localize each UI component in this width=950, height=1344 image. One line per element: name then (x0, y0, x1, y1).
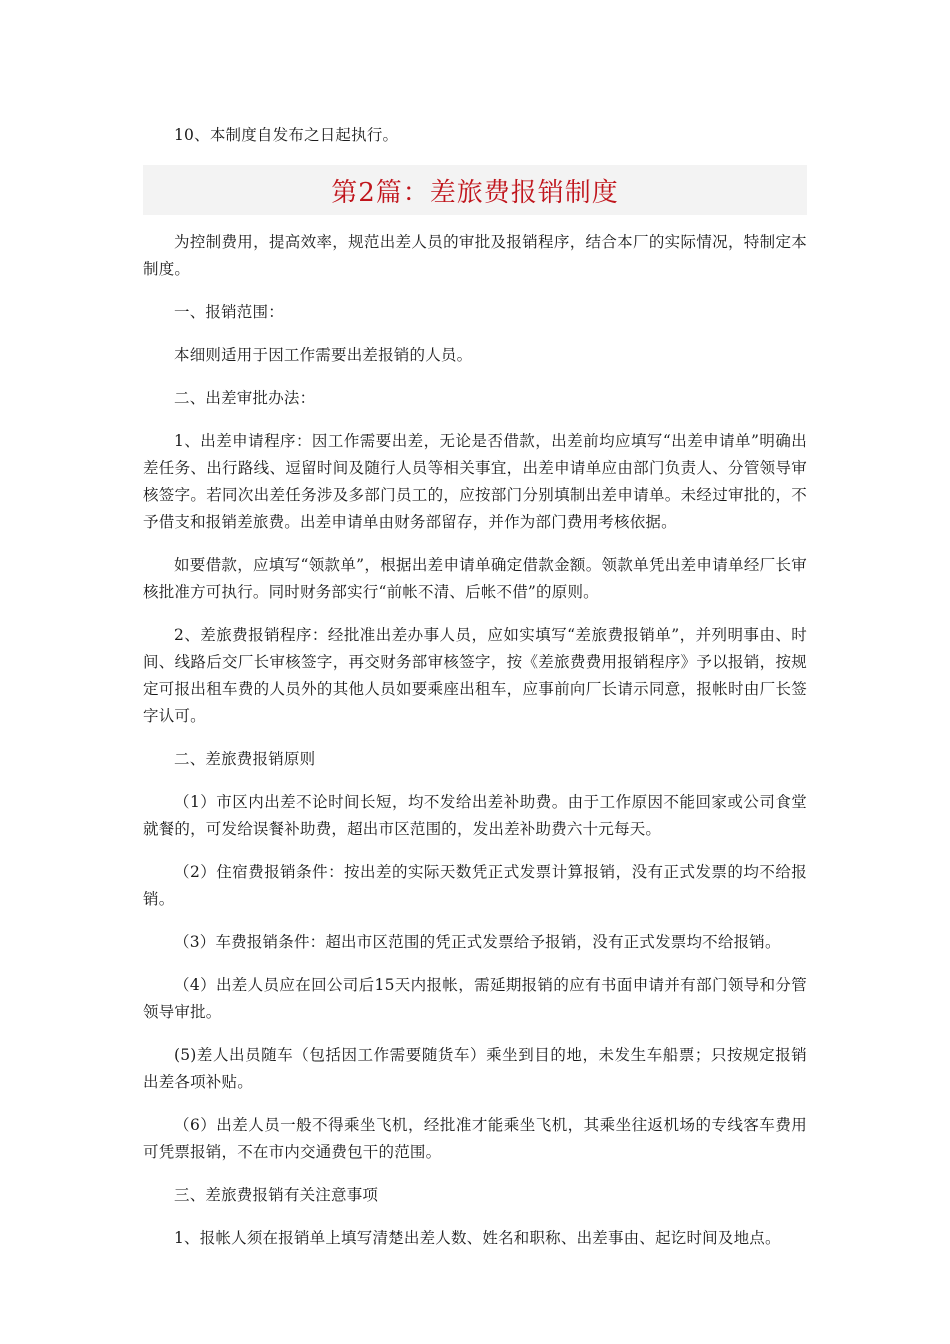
principle-1: （1）市区内出差不论时间长短，均不发给出差补助费。由于工作原因不能回家或公司食堂就餐的，可发给误餐补助费，超出市区范围的，发出差补助费六十元每天。 (143, 793, 807, 838)
document-title: 第2篇：差旅费报销制度 (331, 177, 619, 208)
note-1: 1、报帐人须在报销单上填写清楚出差人数、姓名和职称、出差事由、起讫时间及地点。 (174, 1229, 781, 1247)
paragraph-reimbursement-procedure: 2、差旅费报销程序：经批准出差办事人员，应如实填写“差旅费报销单”，并列明事由、时间、线路后交厂长审核签字，再交财务部审核签字，按《差旅费费用报销程序》予以报销，按规定可报出租车费的人员外的其他人员如要乘座出租车，应事前向厂长请示同意，报帐时由厂长签字认可。 (143, 626, 807, 725)
section-heading-scope: 一、报销范围： (174, 303, 284, 321)
principle-5: (5)差人出员随车（包括因工作需要随货车）乘坐到目的地，未发生车船票；只按规定报销出差各项补贴。 (143, 1046, 807, 1091)
section-heading-principles: 二、差旅费报销原则 (174, 750, 316, 768)
document-body (143, 122, 807, 1268)
paragraph-loan: 如要借款，应填写“领款单”，根据出差申请单确定借款金额。领款单凭出差申请单经厂长审核批准方可执行。同时财务部实行“前帐不清、后帐不借”的原则。 (143, 556, 807, 601)
principle-4: （4）出差人员应在回公司后15天内报帐，需延期报销的应有书面申请并有部门领导和分管领导审批。 (143, 976, 807, 1021)
principle-6: （6）出差人员一般不得乘坐飞机，经批准才能乘坐飞机，其乘坐往返机场的专线客车费用可凭票报销，不在市内交通费包干的范围。 (143, 1116, 807, 1161)
principle-2: （2）住宿费报销条件：按出差的实际天数凭正式发票计算报销，没有正式发票的均不给报销。 (143, 863, 807, 908)
section-heading-notes: 三、差旅费报销有关注意事项 (174, 1186, 379, 1204)
paragraph-application-procedure: 1、出差申请程序：因工作需要出差，无论是否借款，出差前均应填写“出差申请单”明确出差任务、出行路线、逗留时间及随行人员等相关事宜，出差申请单应由部门负责人、分管领导审核签字。若同次出差任务涉及多部门员工的，应按部门分别填制出差申请单。未经过审批的，不予借支和报销差旅费。出差申请单由财务部留存，并作为部门费用考核依据。 (143, 432, 807, 531)
intro-line: 10、本制度自发布之日起执行。 (174, 126, 399, 144)
paragraph-purpose: 为控制费用，提高效率，规范出差人员的审批及报销程序，结合本厂的实际情况，特制定本制度。 (143, 233, 807, 278)
paragraph-scope: 本细则适用于因工作需要出差报销的人员。 (174, 346, 473, 364)
title-band (143, 165, 807, 215)
section-heading-approval: 二、出差审批办法： (174, 389, 316, 407)
principle-3: （3）车费报销条件：超出市区范围的凭正式发票给予报销，没有正式发票均不给报销。 (174, 933, 781, 951)
